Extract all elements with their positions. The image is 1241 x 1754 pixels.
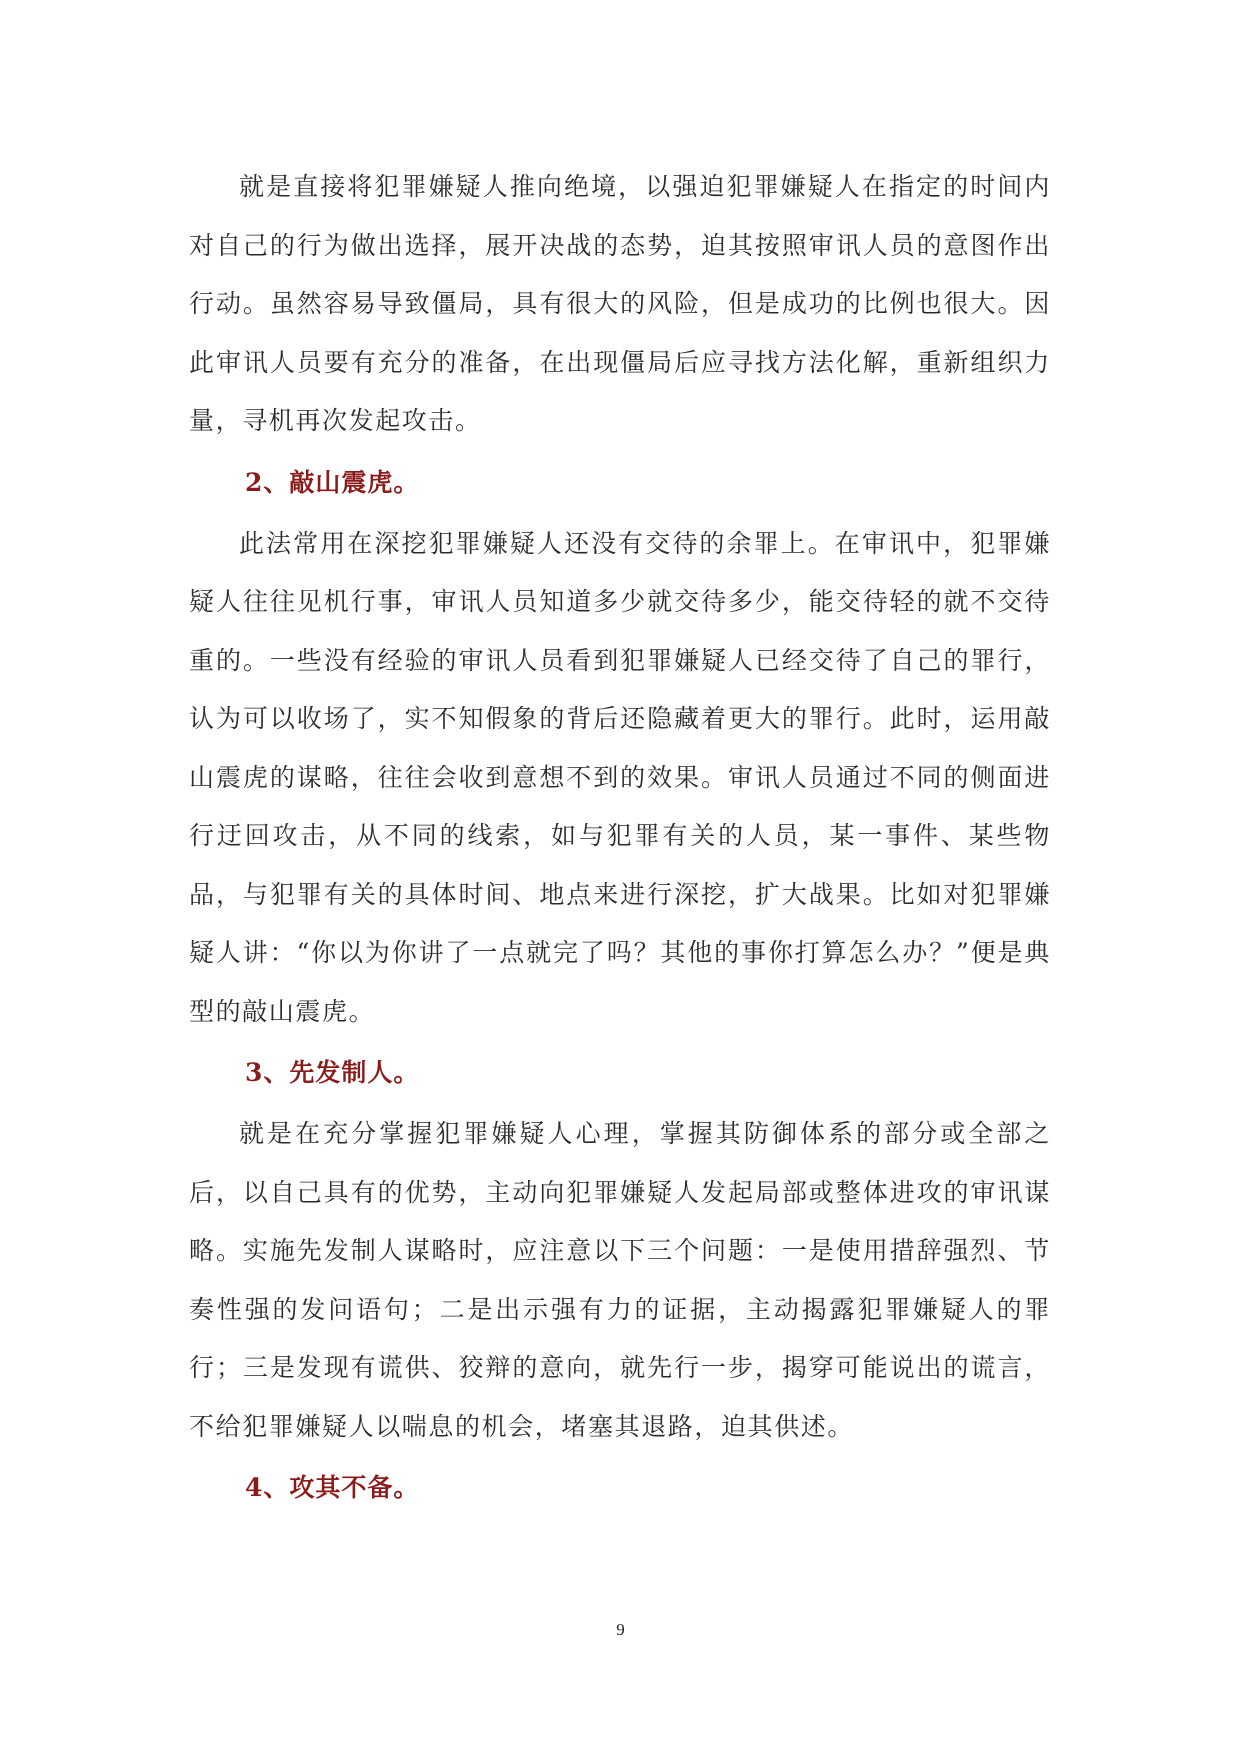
page-content — [189, 158, 1051, 1520]
paragraph-section-3: 就是在充分掌握犯罪嫌疑人心理，掌握其防御体系的部分或全部之后，以自己具有的优势，主动向犯罪嫌疑人发起局部或整体进攻的审讯谋略。实施先发制人谋略时，应注意以下三个问题：一是使用措辞强烈、节奏性强的发问语句；二是出示强有力的证据，主动揭露犯罪嫌疑人的罪行；三是发现有谎供、狡辩的意向，就先行一步，揭穿可能说出的谎言，不给犯罪嫌疑人以喘息的机会，堵塞其退路，迫其供述。 — [189, 1119, 1051, 1441]
paragraph-section-2: 此法常用在深挖犯罪嫌疑人还没有交待的余罪上。在审讯中，犯罪嫌疑人往往见机行事，审讯人员知道多少就交待多少，能交待轻的就不交待重的。一些没有经验的审讯人员看到犯罪嫌疑人已经交待了自己的罪行，认为可以收场了，实不知假象的背后还隐藏着更大的罪行。此时，运用敲山震虎的谋略，往往会收到意想不到的效果。审讯人员通过不同的侧面进行迂回攻击，从不同的线索，如与犯罪有关的人员，某一事件、某些物品，与犯罪有关的具体时间、地点来进行深挖，扩大战果。比如对犯罪嫌疑人讲：“你以为你讲了一点就完了吗？其他的事你打算怎么办？”便是典型的敲山震虎。 — [189, 528, 1051, 1026]
paragraph-intro: 就是直接将犯罪嫌疑人推向绝境，以强迫犯罪嫌疑人在指定的时间内对自己的行为做出选择，展开决战的态势，迫其按照审讯人员的意图作出行动。虽然容易导致僵局，具有很大的风险，但是成功的比例也很大。因此审讯人员要有充分的准备，在出现僵局后应寻找方法化解，重新组织力量，寻机再次发起攻击。 — [189, 172, 1051, 435]
section-heading-3: 3、先发制人。 — [245, 1058, 420, 1087]
page-number: 9 — [616, 1620, 625, 1639]
section-heading-4: 4、攻其不备。 — [245, 1473, 420, 1502]
section-heading-2: 2、敲山震虎。 — [245, 467, 420, 497]
